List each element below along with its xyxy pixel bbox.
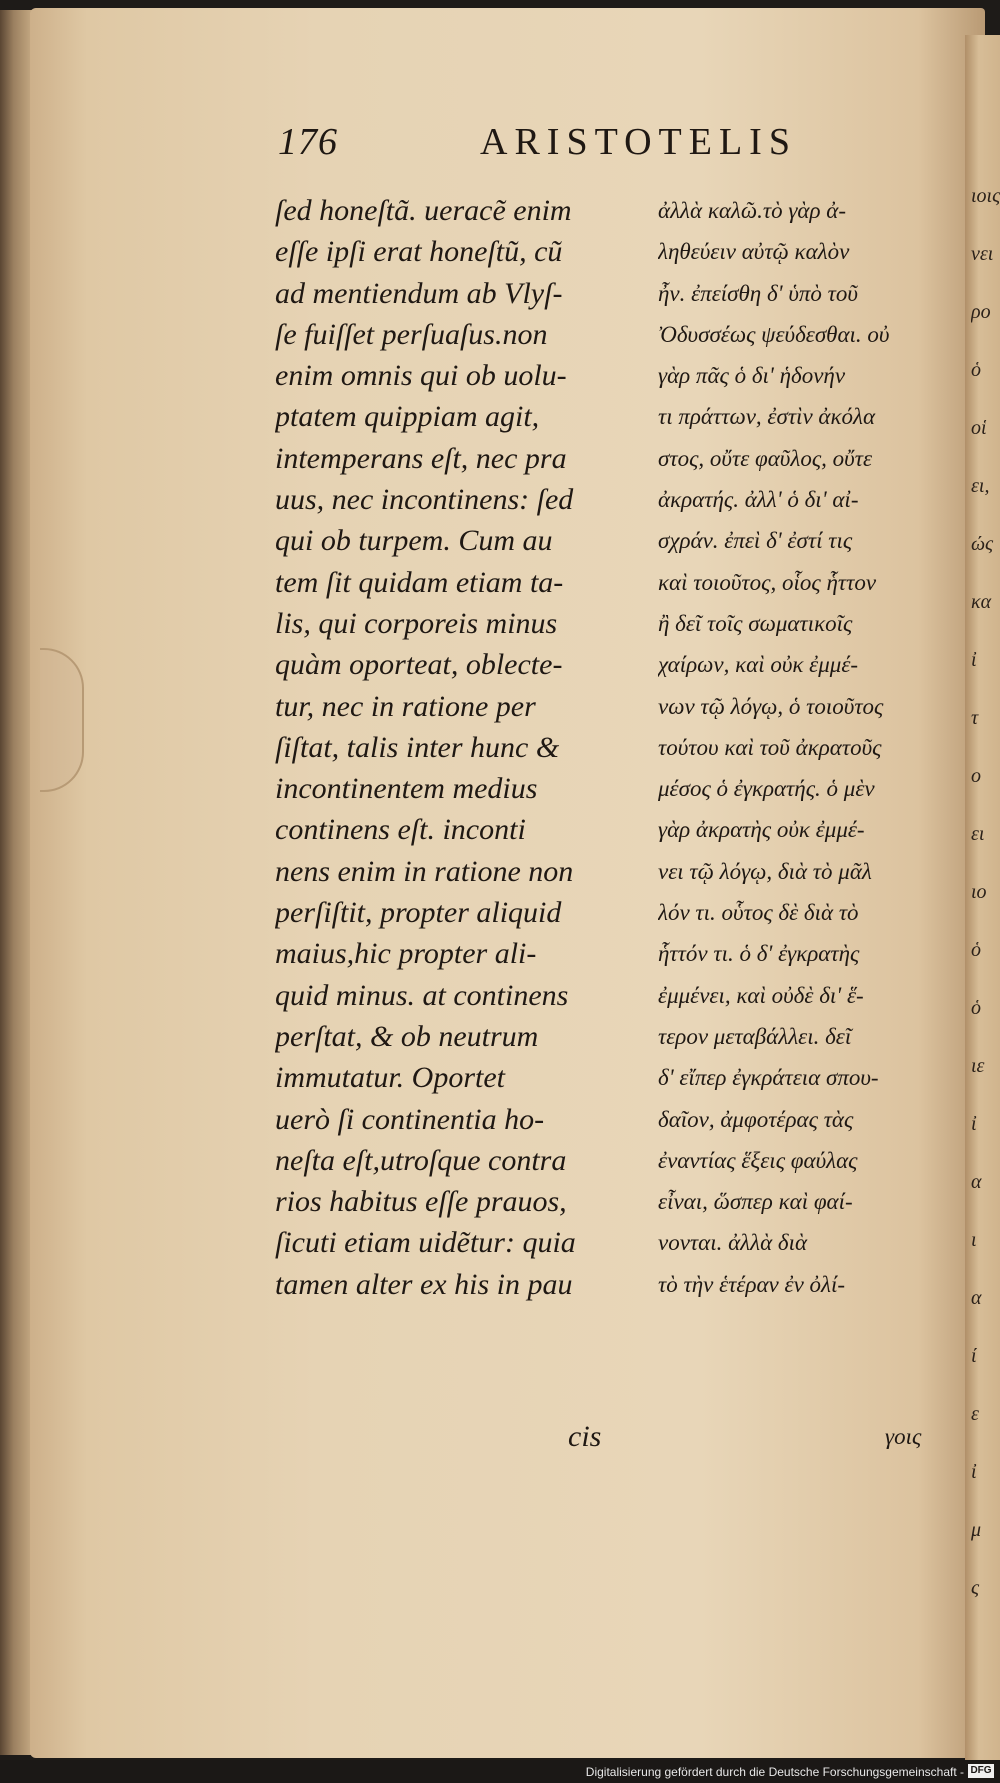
- latin-text-line: maius,hic propter ali-: [275, 937, 537, 971]
- next-page-fragment: ε: [971, 1403, 979, 1425]
- greek-text-line: ἀλλὰ καλῶ.τὸ γὰρ ἀ-: [658, 198, 847, 223]
- next-page-fragment: ἰ: [971, 1461, 977, 1483]
- latin-text-line: ſicuti etiam uidẽtur: quia: [275, 1226, 576, 1260]
- greek-text-line: Ὀδυσσέως ψεύδεσθαι. οὐ: [658, 321, 890, 347]
- next-page-fragment: ἰ: [971, 649, 977, 671]
- latin-text-line: eſſe ipſi erat honeſtũ, cũ: [275, 235, 563, 269]
- next-page-fragment: α: [971, 1171, 982, 1193]
- next-page-fragment: μ: [971, 1519, 982, 1541]
- latin-text-line: ptatem quippiam agit,: [275, 400, 540, 434]
- latin-text-line: lis, qui corporeis minus: [275, 606, 558, 640]
- latin-text-line: neſta eſt,utroſque contra: [275, 1143, 567, 1177]
- greek-text-line: νων τῷ λόγῳ, ὁ τοιοῦτος: [658, 693, 884, 719]
- next-page-fragment: ί: [971, 1345, 977, 1367]
- greek-text-line: δ' εἴπερ ἐγκράτεια σπου-: [658, 1065, 879, 1091]
- greek-column: [658, 190, 958, 1305]
- latin-text-line: ſiſtat, talis inter hunc &: [275, 730, 560, 764]
- latin-text-line: enim omnis qui ob uolu-: [275, 359, 567, 393]
- next-page-fragment: ει: [971, 823, 985, 845]
- greek-catchword: γοις: [885, 1424, 922, 1449]
- latin-text-line: perſtat, & ob neutrum: [275, 1019, 539, 1053]
- latin-catchword: cis: [568, 1420, 602, 1453]
- latin-text-line: immutatur. Oportet: [275, 1061, 506, 1095]
- greek-text-line: ἐμμένει, καὶ οὐδὲ δι' ἕ-: [658, 982, 864, 1008]
- page-number: 176: [278, 121, 338, 163]
- latin-text-line: tem ſit quidam etiam ta-: [275, 565, 564, 599]
- greek-text-line: γὰρ ἀκρατὴς οὐκ ἐμμέ-: [658, 817, 865, 843]
- greek-text-line: σχράν. ἐπεὶ δ' ἐστί τις: [658, 528, 853, 554]
- latin-text-line: uus, nec incontinens: ſed: [275, 483, 574, 517]
- latin-text-line: tur, nec in ratione per: [275, 689, 536, 723]
- next-page-fragment: ὁ: [971, 939, 981, 961]
- next-page-fragment: ἰ: [971, 1113, 977, 1135]
- greek-text-line: δαῖον, ἀμφοτέρας τὰς: [658, 1106, 854, 1132]
- latin-text-line: intemperans eſt, nec pra: [275, 441, 567, 475]
- next-page-fragment: νει: [971, 243, 994, 265]
- latin-text-line: ſed honeſtã. ueracẽ enim: [275, 194, 572, 227]
- running-title: ARISTOTELIS: [480, 121, 797, 163]
- latin-text-line: tamen alter ex his in pau: [275, 1267, 573, 1301]
- latin-column: [275, 190, 615, 1305]
- next-page-fragment: α: [971, 1287, 982, 1309]
- next-page-fragment: ιε: [971, 1055, 985, 1077]
- greek-text-line: ληθεύειν αὐτῷ καλὸν: [658, 239, 850, 265]
- next-page-edge: [965, 35, 1000, 1760]
- latin-text-line: nens enim in ratione non: [275, 854, 574, 888]
- next-page-fragment: ιοις: [971, 185, 1000, 207]
- greek-text-line: μέσος ὁ ἐγκρατής. ὁ μὲν: [658, 776, 875, 802]
- greek-text-line: λόν τι. οὗτος δὲ διὰ τὸ: [658, 900, 859, 926]
- dfg-logo: DFG: [968, 1764, 994, 1778]
- next-page-fragment: ει,: [971, 475, 990, 497]
- next-page-fragment: κα: [971, 591, 992, 613]
- latin-text-line: rios habitus eſſe prauos,: [275, 1185, 567, 1219]
- greek-text-line: χαίρων, καὶ οὐκ ἐμμέ-: [658, 652, 859, 678]
- latin-text-line: uerò ſi continentia ho-: [275, 1102, 545, 1136]
- footer-bar: [0, 1760, 1000, 1783]
- latin-text-line: continens eſt. inconti: [275, 813, 526, 847]
- latin-text-line: perſiſtit, propter aliquid: [275, 896, 562, 930]
- greek-text-line: εἶναι, ὥσπερ καὶ φαί-: [658, 1189, 853, 1215]
- greek-text-line: ἦν. ἐπείσθη δ' ὑπὸ τοῦ: [658, 280, 858, 306]
- next-page-fragment: ρο: [971, 301, 991, 323]
- latin-text-line: ſe fuiſſet perſuaſus.non: [275, 317, 548, 351]
- next-page-fragment: ὁ: [971, 359, 981, 381]
- greek-text-line: νονται. ἀλλὰ διὰ: [658, 1230, 808, 1256]
- greek-text-line: ἀκρατής. ἀλλ' ὁ δι' αἰ-: [658, 487, 859, 513]
- greek-text-line: ἢ δεῖ τοῖς σωματικοῖς: [658, 610, 853, 636]
- latin-text-line: incontinentem medius: [275, 772, 538, 806]
- latin-text-line: qui ob turpem. Cum au: [275, 524, 553, 558]
- next-page-fragment: ο: [971, 765, 981, 787]
- next-page-fragment: ιο: [971, 881, 987, 903]
- greek-text-line: τὸ τὴν ἑτέραν ἐν ὀλί-: [658, 1271, 846, 1297]
- greek-text-line: καὶ τοιοῦτος, οἷος ἧττον: [658, 569, 877, 595]
- latin-text-line: quid minus. at continens: [275, 978, 569, 1012]
- book-edge: [0, 10, 34, 1755]
- next-page-fragment: ὁ: [971, 997, 981, 1019]
- greek-text-line: ἐναντίας ἕξεις φαύλας: [658, 1147, 858, 1173]
- greek-text-line: τερον μεταβάλλει. δεῖ: [658, 1023, 852, 1049]
- greek-text-line: τι πράττων, ἐστὶν ἀκόλα: [658, 404, 876, 430]
- greek-text-line: γὰρ πᾶς ὁ δι' ἡδονήν: [658, 363, 846, 389]
- next-page-fragment: τ: [971, 707, 979, 729]
- page-clip-mark: [40, 648, 84, 792]
- next-page-fragment: ι: [971, 1229, 977, 1251]
- greek-text-line: ἧττόν τι. ὁ δ' ἐγκρατὴς: [658, 941, 860, 967]
- latin-text-line: quàm oporteat, oblecte-: [275, 648, 563, 682]
- next-page-fragment: ώς: [971, 533, 994, 555]
- greek-text-line: τούτου καὶ τοῦ ἀκρατοῦς: [658, 734, 882, 760]
- next-page-fragment: ς: [971, 1577, 980, 1599]
- next-page-fragment: οἱ: [971, 417, 987, 439]
- greek-text-line: νει τῷ λόγῳ, διὰ τὸ μᾶλ: [658, 858, 872, 884]
- greek-text-line: στος, οὔτε φαῦλος, οὔτε: [658, 445, 873, 471]
- latin-text-line: ad mentiendum ab Vlyſ-: [275, 276, 563, 310]
- digitization-credit: Digitalisierung gefördert durch die Deutsche Forschungsgemeinschaft -: [585, 1765, 964, 1779]
